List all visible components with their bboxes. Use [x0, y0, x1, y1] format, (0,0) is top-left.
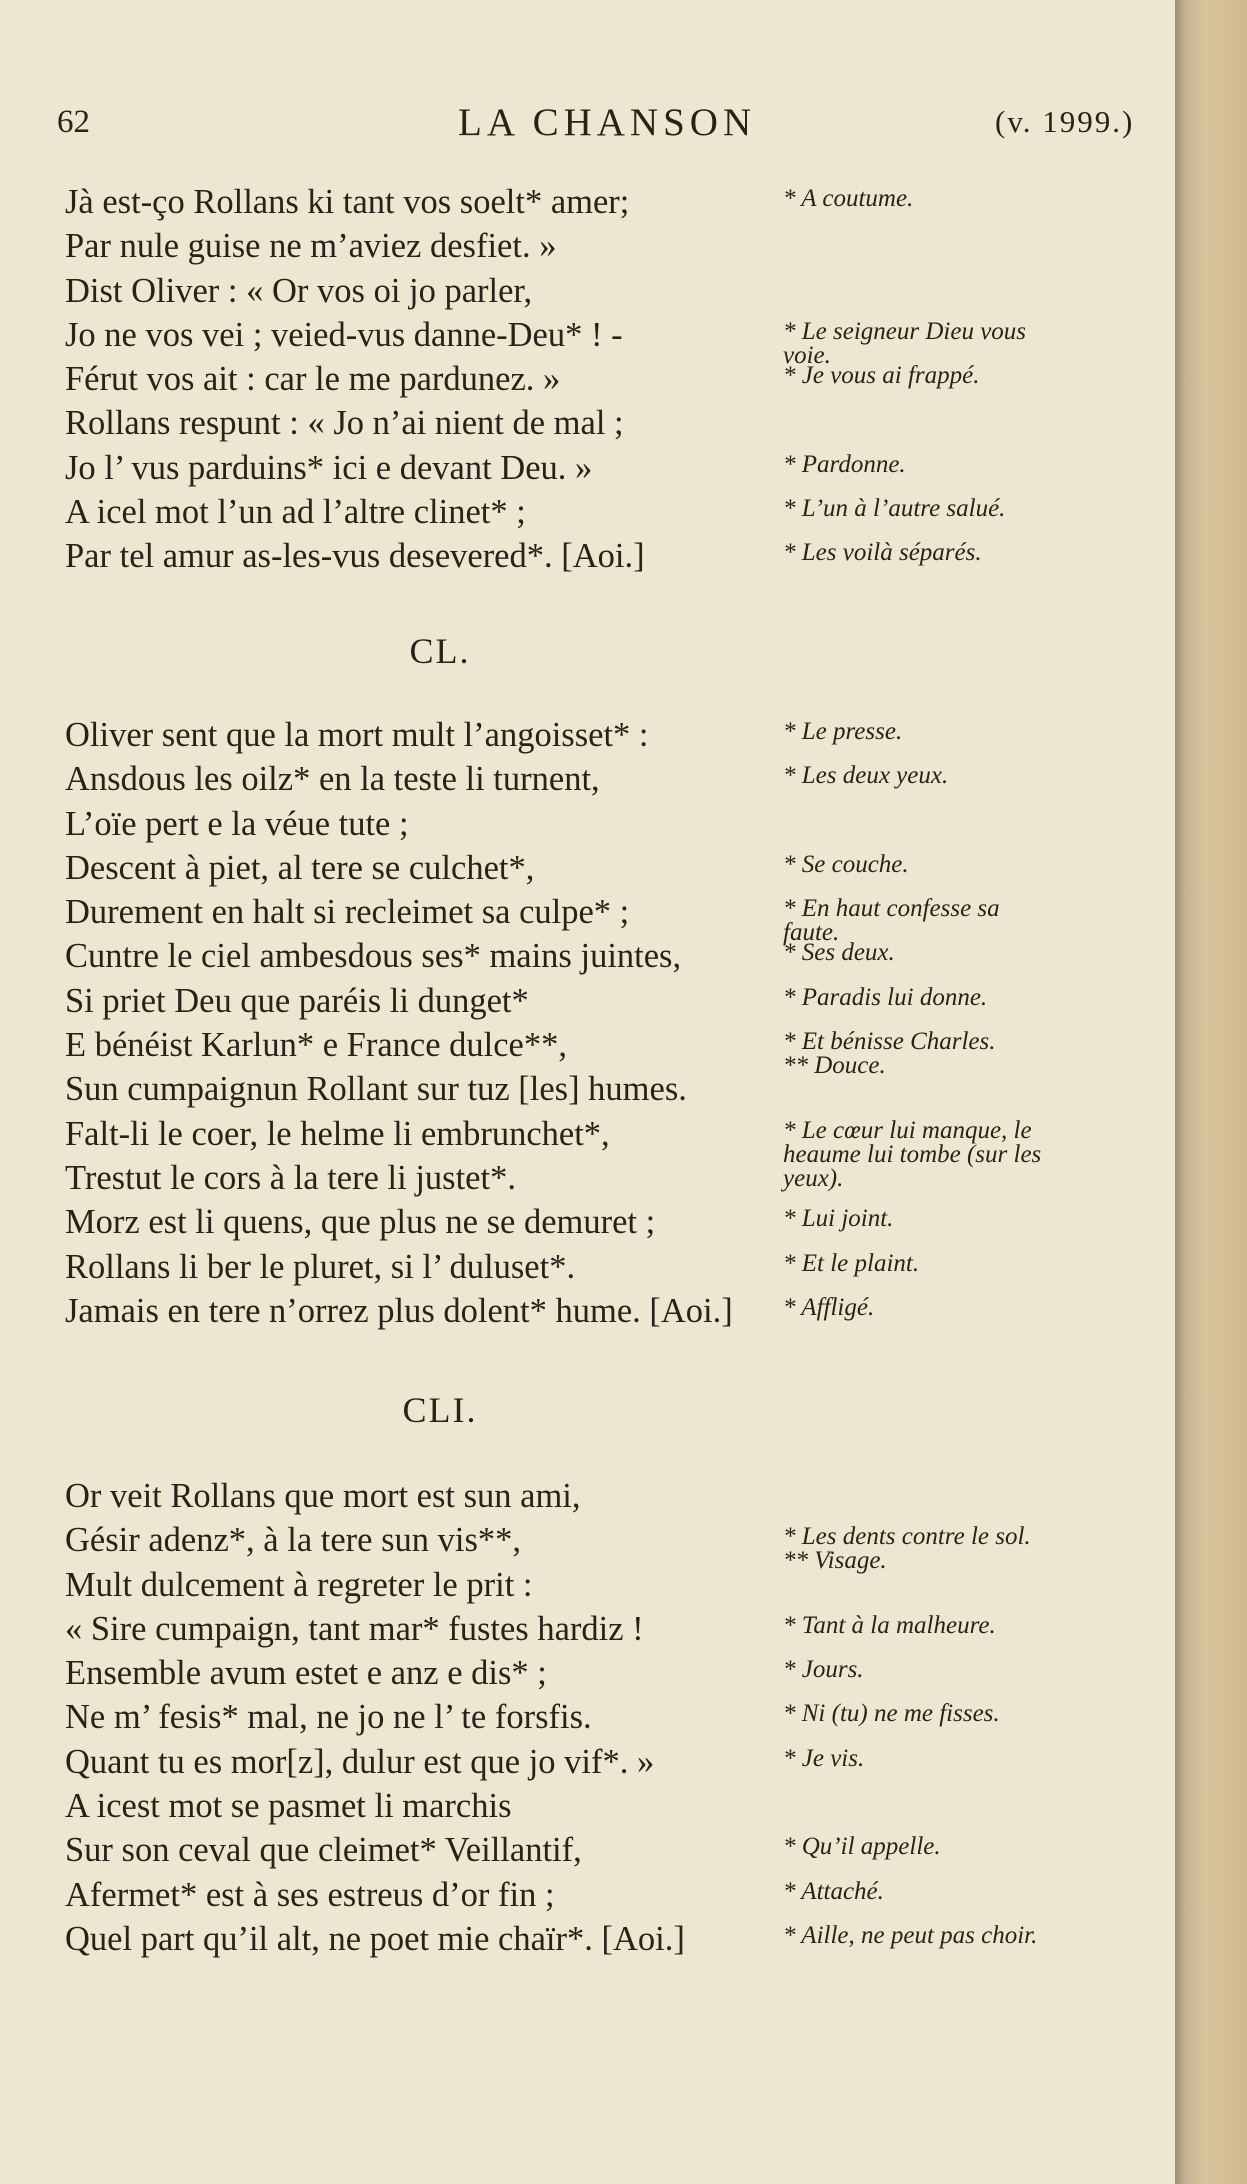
verse-line — [0, 1563, 1180, 1607]
verse-text: Falt-li le coer, le helme li embrunchet*, — [65, 1114, 610, 1153]
footnote-gloss: * Je vous ai frappé. — [783, 362, 980, 390]
verse-line — [0, 713, 1180, 757]
verse-line — [0, 1245, 1180, 1289]
verse-line — [0, 357, 1180, 401]
verse-range: (v. 1999.) — [995, 104, 1135, 139]
verse-line — [0, 1607, 1180, 1651]
verse-text: Jo ne vos vei ; veied-vus danne-Deu* ! - — [65, 315, 623, 354]
verse-text: Morz est li quens, que plus ne se demuret ; — [65, 1203, 656, 1242]
verse-line — [0, 802, 1180, 846]
verse-text: Quant tu es mor[z], dulur est que jo vif*. » — [65, 1742, 655, 1781]
stanza-cl — [0, 713, 1180, 1333]
verse-line — [0, 313, 1180, 369]
book-gutter — [1175, 0, 1247, 2184]
footnote-gloss: * Se couche. — [783, 850, 909, 878]
verse-text: Jà est-ço Rollans ki tant vos soelt* amer; — [65, 183, 630, 221]
footnote-gloss: * Et le plaint. — [783, 1249, 920, 1277]
verse-text: Rollans li ber le pluret, si l’ duluset*. — [65, 1247, 576, 1286]
verse-line — [0, 269, 1180, 313]
verse-line — [0, 1474, 1180, 1518]
verse-text: Ensemble avum estet e anz e dis* ; — [65, 1654, 547, 1693]
verse-text: A icest mot se pasmet li marchis — [65, 1787, 512, 1826]
page-number: 62 — [57, 104, 90, 140]
verse-line — [0, 490, 1180, 534]
verse-line — [0, 534, 1180, 578]
verse-text: Mult dulcement à regreter le prit : — [65, 1565, 533, 1604]
verse-line — [0, 846, 1180, 890]
verse-line — [0, 979, 1180, 1023]
section-heading-cl: CL. — [409, 631, 471, 671]
verse-line — [0, 1917, 1180, 1961]
verse-line — [0, 890, 1180, 947]
footnote-gloss: * Ni (tu) ne me fisses. — [783, 1700, 1000, 1728]
stanza-cli — [0, 1474, 1180, 1961]
verse-line — [0, 1156, 1180, 1200]
verse-text: Par tel amur as-les-vus desevered*. [Aoi.] — [65, 537, 645, 576]
verse-line — [0, 1518, 1180, 1575]
footnote-gloss: * Les deux yeux. — [783, 762, 949, 790]
verse-line — [0, 1784, 1180, 1828]
verse-line — [0, 180, 1180, 224]
footnote-gloss: * Jours. — [783, 1656, 864, 1684]
verse-text: E bénéist Karlun* e France dulce**, — [65, 1026, 567, 1065]
footnote-gloss: yeux). — [783, 1164, 844, 1192]
verse-line — [0, 1695, 1180, 1739]
verse-text: Si priet Deu que paréis li dunget* — [65, 981, 529, 1020]
footnote-gloss: * Lui joint. — [783, 1205, 894, 1233]
verse-line — [0, 1067, 1180, 1111]
verse-line — [0, 1289, 1180, 1333]
verse-line — [0, 1873, 1180, 1917]
footnote-gloss: * Le seigneur Dieu vous — [783, 317, 1027, 345]
stanza-cxlix-end — [0, 180, 1180, 579]
footnote-gloss: * Qu’il appelle. — [783, 1833, 941, 1861]
footnote-gloss: voie. — [783, 341, 831, 369]
verse-text: Ansdous les oilz* en la teste li turnent, — [65, 760, 600, 799]
verse-line — [0, 1740, 1180, 1784]
verse-line — [0, 1828, 1180, 1872]
verse-text: Sur son ceval que cleimet* Veillantif, — [65, 1831, 582, 1870]
footnote-gloss: * L’un à l’autre salué. — [783, 495, 1006, 523]
verse-line — [0, 224, 1180, 268]
running-title: LA CHANSON — [458, 101, 757, 144]
verse-text: Descent à piet, al tere se culchet*, — [65, 848, 535, 887]
footnote-gloss: ** Douce. — [783, 1052, 886, 1080]
verse-line — [0, 757, 1180, 801]
verse-text: Afermet* est à ses estreus d’or fin ; — [65, 1875, 555, 1914]
verse-text: Durement en halt si recleimet sa culpe* ; — [65, 893, 630, 932]
verse-text: L’oïe pert e la véue tute ; — [65, 804, 409, 843]
verse-text: Férut vos ait : car le me pardunez. » — [65, 360, 561, 399]
footnote-gloss: * A coutume. — [783, 185, 914, 212]
verse-text: Jamais en tere n’orrez plus dolent* hume. [Aoi.] — [65, 1291, 733, 1330]
verse-text: Oliver sent que la mort mult l’angoisset* : — [65, 716, 649, 754]
footnote-gloss: * Le presse. — [783, 718, 903, 745]
footnote-gloss: * Affligé. — [783, 1293, 875, 1321]
footnote-gloss: * Le cœur lui manque, le — [783, 1116, 1032, 1144]
footnote-gloss: * Attaché. — [783, 1877, 884, 1905]
footnote-gloss: * Pardonne. — [783, 450, 906, 478]
verse-line — [0, 1023, 1180, 1080]
footnote-gloss: ** Visage. — [783, 1547, 887, 1575]
verse-line — [0, 446, 1180, 490]
verse-text: Par nule guise ne m’aviez desfiet. » — [65, 227, 557, 266]
verse-line — [0, 1651, 1180, 1695]
verse-line — [0, 1200, 1180, 1244]
footnote-gloss: * Tant à la malheure. — [783, 1611, 996, 1639]
verse-text: Rollans respunt : « Jo n’ai nient de mal ; — [65, 404, 624, 443]
footnote-gloss: * Aille, ne peut pas choir. — [783, 1921, 1038, 1949]
footnote-gloss: * Ses deux. — [783, 939, 895, 967]
verse-text: Sun cumpaignun Rollant sur tuz [les] humes. — [65, 1070, 687, 1109]
footnote-gloss: heaume lui tombe (sur les — [783, 1140, 1042, 1168]
verse-text: Trestut le cors à la tere li justet*. — [65, 1158, 516, 1197]
verse-text: « Sire cumpaign, tant mar* fustes hardiz ! — [65, 1609, 644, 1648]
footnote-gloss: * Les dents contre le sol. — [783, 1523, 1031, 1551]
footnote-gloss: * Les voilà séparés. — [783, 539, 982, 567]
verse-text: Or veit Rollans que mort est sun ami, — [65, 1477, 581, 1515]
footnote-gloss: faute. — [783, 919, 840, 947]
verse-text: Dist Oliver : « Or vos oi jo parler, — [65, 271, 533, 310]
verse-text: Cuntre le ciel ambesdous ses* mains juintes, — [65, 937, 682, 976]
verse-text: Ne m’ fesis* mal, ne jo ne l’ te forsfis. — [65, 1698, 592, 1737]
footnote-gloss: * Paradis lui donne. — [783, 983, 988, 1011]
verse-text: Jo l’ vus parduins* ici e devant Deu. » — [65, 448, 593, 487]
footnote-gloss: * Et bénisse Charles. — [783, 1028, 996, 1056]
verse-text: A icel mot l’un ad l’altre clinet* ; — [65, 493, 526, 532]
verse-line — [0, 401, 1180, 445]
verse-line — [0, 934, 1180, 978]
footnote-gloss: * En haut confesse sa — [783, 895, 1000, 923]
verse-text: Quel part qu’il alt, ne poet mie chaïr*. [Aoi.] — [65, 1919, 685, 1958]
page-header — [0, 100, 1180, 150]
section-heading-cli: CLI. — [402, 1390, 478, 1430]
verse-text: Gésir adenz*, à la tere sun vis**, — [65, 1521, 522, 1560]
footnote-gloss: * Je vis. — [783, 1744, 865, 1772]
